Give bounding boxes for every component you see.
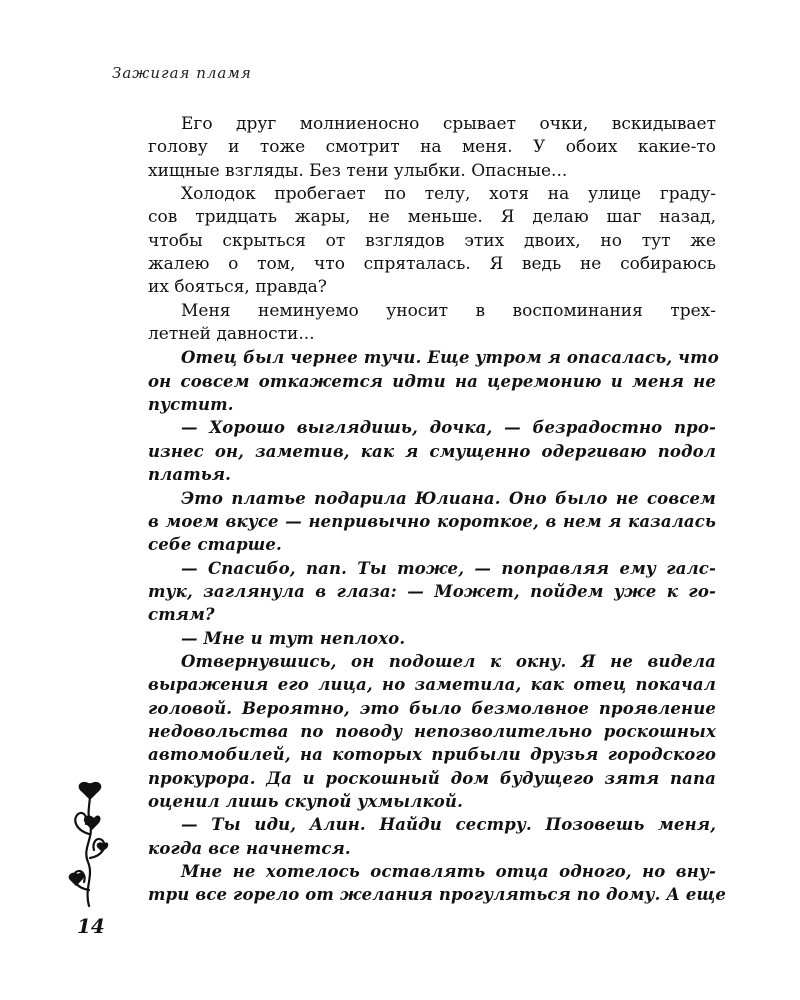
running-head: Зажигая пламя (112, 64, 252, 82)
text-line: сов тридцать жары, не меньше. Я делаю шаг назад, (148, 207, 716, 228)
text-line: Меня неминуемо уносит в воспоминания трех- (181, 300, 716, 321)
text-line: Его друг молниеносно срывает очки, вскидывает (181, 114, 716, 134)
text-line: выражения его лица, но заметила, как отец покачал (148, 675, 716, 695)
text-line: прокурора. Да и роскошный дом будущего зятя папа (148, 768, 716, 788)
text-line: летней давности... (148, 324, 315, 345)
text-line: Холодок пробегает по телу, хотя на улице граду- (181, 184, 716, 205)
text-line: Отец был чернее тучи. Еще утром я опасалась, что (181, 348, 719, 368)
text-line: три все горело от желания прогуляться по дому. А еще (148, 885, 727, 905)
text-line: когда все начнется. (148, 838, 351, 858)
floral-ornament-icon (64, 778, 114, 908)
text-line: голову и тоже смотрит на меня. У обоих какие-то (148, 137, 716, 158)
text-line: платья. (148, 465, 232, 485)
text-line: чтобы скрыться от взглядов этих двоих, но тут же (148, 230, 716, 251)
text-line: Это платье подарила Юлиана. Оно было не совсем (181, 488, 716, 508)
text-line: хищные взгляды. Без тени улыбки. Опасные... (148, 160, 568, 181)
text-line: — Ты иди, Алин. Найди сестру. Позовешь меня, (181, 815, 716, 835)
text-line: — Спасибо, пап. Ты тоже, — поправляя ему галс- (181, 558, 716, 578)
text-line: их бояться, правда? (148, 277, 327, 298)
text-line: автомобилей, на которых прибыли друзья городского (148, 745, 716, 765)
text-line: оценил лишь скупой ухмылкой. (148, 791, 463, 811)
text-line: недовольства по поводу непозволительно роскошных (148, 721, 716, 741)
text-line: тук, заглянула в глаза: — Может, пойдем уже к го- (148, 581, 716, 601)
text-line: Мне не хотелось оставлять отца одного, но вну- (181, 862, 716, 881)
text-line: — Хорошо выглядишь, дочка, — безрадостно про- (181, 418, 716, 438)
text-line: жалею о том, что спряталась. Я ведь не собираюсь (148, 254, 716, 275)
body-text (148, 113, 727, 907)
text-line: головой. Вероятно, это было безмолвное проявление (148, 698, 716, 718)
text-line: изнес он, заметив, как я смущенно одергиваю подол (148, 441, 716, 461)
text-line: он совсем откажется идти на церемонию и меня не (148, 371, 716, 391)
text-line: пустит. (148, 395, 234, 415)
text-line: — Мне и тут неплохо. (181, 628, 406, 648)
text-line: себе старше. (148, 535, 282, 555)
page-number: 14 (77, 914, 105, 938)
text-line: стям? (148, 605, 215, 625)
text-line: в моем вкусе — непривычно короткое, в нем я казалась (148, 511, 716, 531)
text-line: Отвернувшись, он подошел к окну. Я не видела (181, 651, 716, 671)
